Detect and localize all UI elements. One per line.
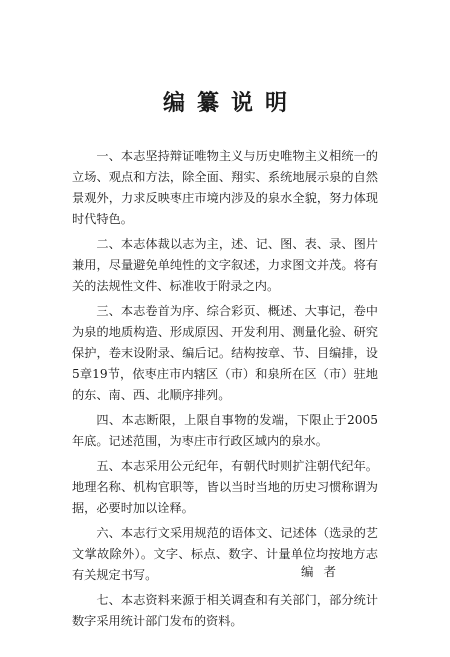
signature: 编者 xyxy=(301,564,347,579)
paragraph-1: 一、本志坚持辩证唯物主义与历史唯物主义相统一的立场、观点和方法，除全面、翔实、系统地展示泉的自然景观外，力求反映枣庄市境内涉及的泉水全貌，努力体现时代特色。 xyxy=(72,149,378,226)
paragraph-6: 六、本志行文采用规范的语体文、记述体（选录的艺文掌故除外）。文字、标点、数字、计量单位均按地方志有关规定书写。 xyxy=(72,526,378,582)
paragraph-4: 四、本志断限，上限自事物的发端，下限止于2005年底。记述范围，为枣庄市行政区域内的泉水。 xyxy=(72,413,378,448)
paragraph-3: 三、本志卷首为序、综合彩页、概述、大事记，卷中为泉的地质构造、形成原因、开发利用、测量化验、研究保护，卷末设附录、编后记。结构按章、节、目编排，设5章19节，依枣庄市内辖区（市）和泉所在区（市）驻地的东、南、西、北顺序排列。 xyxy=(72,304,378,402)
paragraph-2: 二、本志体裁以志为主，述、记、图、表、录、图片兼用，尽量避免单纯性的文字叙述，力求图文并茂。将有关的法规性文件、标准收于附录之内。 xyxy=(72,237,378,293)
paragraph-7: 七、本志资料来源于相关调查和有关部门，部分统计数字采用统计部门发布的资料。 xyxy=(72,593,378,628)
paragraph-5: 五、本志采用公元纪年，有朝代时则扩注朝代纪年。地理名称、机构官职等，皆以当时当地的历史习惯称谓为据，必要时加以诠释。 xyxy=(72,459,378,515)
page-title: 编纂说明 xyxy=(162,90,299,116)
